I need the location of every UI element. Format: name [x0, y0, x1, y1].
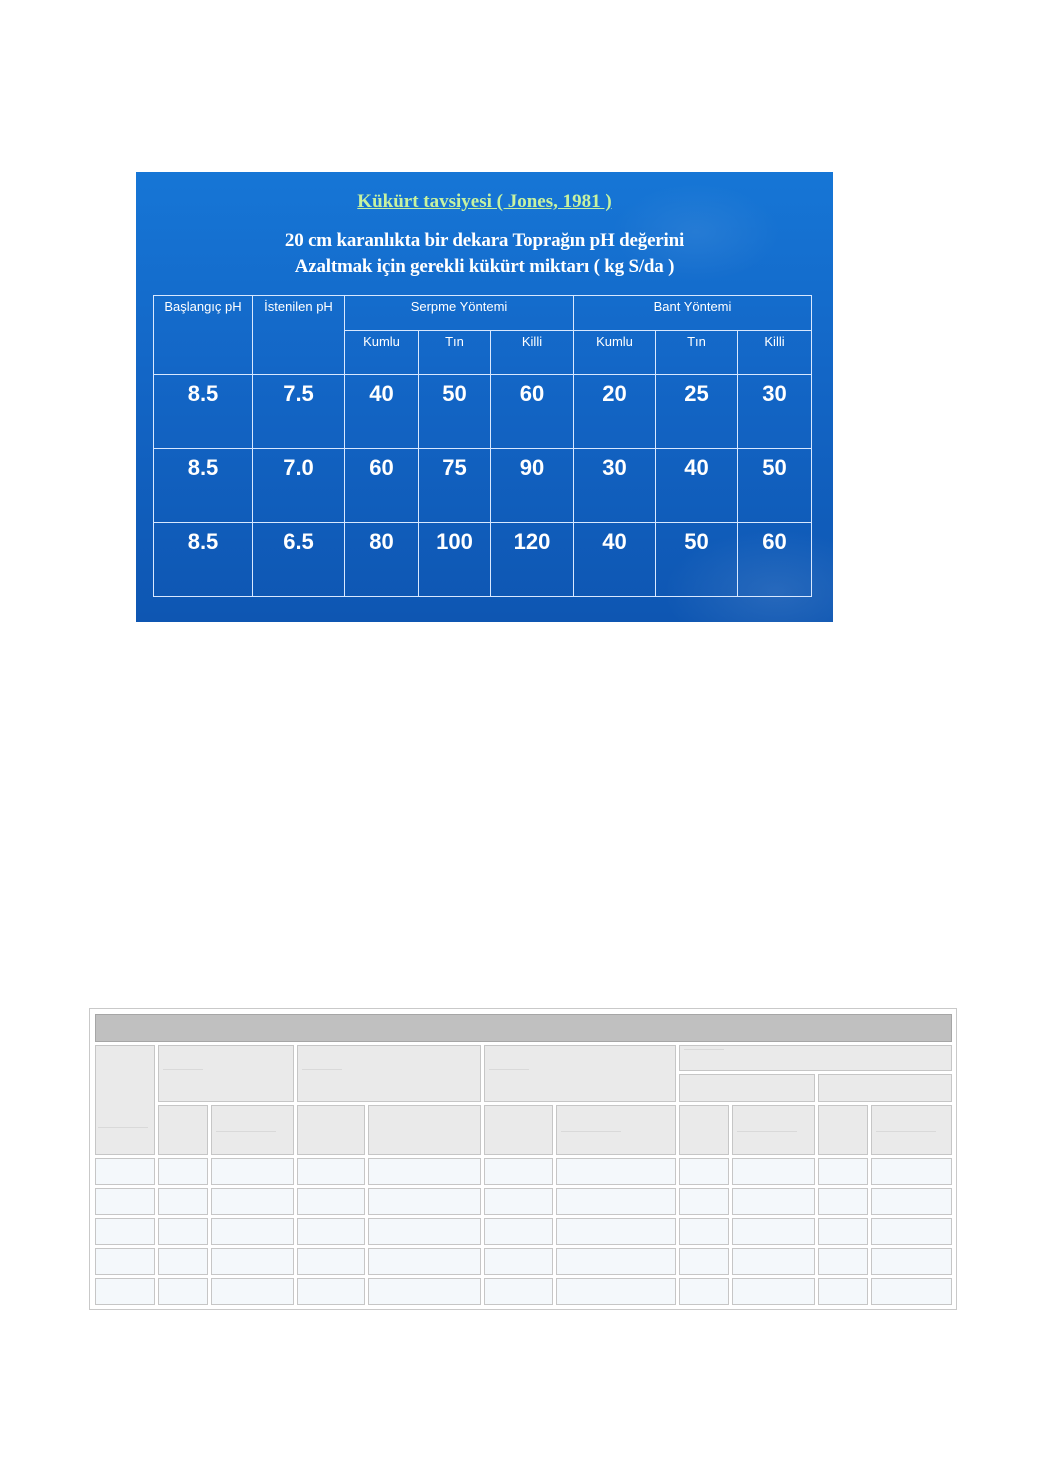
table-cell: [679, 1188, 729, 1215]
table-cell: [818, 1218, 868, 1245]
table-cell: [368, 1278, 481, 1305]
cell: 75: [419, 449, 491, 523]
header-cell: [95, 1045, 155, 1155]
table-cell: [211, 1158, 294, 1185]
header-target-ph: İstenilen pH: [253, 296, 345, 375]
cell: 50: [738, 449, 812, 523]
cell: 30: [738, 375, 812, 449]
slide-subtitle-line2: Azaltmak için gerekli kükürt miktarı ( kg S/da ): [294, 256, 675, 277]
header-band-loam: Tın: [656, 331, 738, 375]
cell: 120: [491, 523, 574, 597]
table-cell: [95, 1158, 155, 1185]
table-cell: [484, 1248, 553, 1275]
table-cell: [818, 1278, 868, 1305]
table-cell: [818, 1188, 868, 1215]
header-cell: [732, 1105, 815, 1155]
cell: 8.5: [154, 449, 253, 523]
table-cell: [158, 1248, 208, 1275]
cell: 60: [491, 375, 574, 449]
table-cell: [211, 1278, 294, 1305]
table-cell: [297, 1188, 365, 1215]
table-cell: [158, 1218, 208, 1245]
table-cell: [95, 1248, 155, 1275]
sulfur-table: [153, 295, 812, 597]
header-broadcast-method: Serpme Yöntemi: [345, 296, 574, 331]
table-cell: [368, 1158, 481, 1185]
header-cell: [818, 1074, 952, 1102]
header-cell: [297, 1105, 365, 1155]
cell: 25: [656, 375, 738, 449]
table-cell: [211, 1218, 294, 1245]
header-start-ph: Başlangıç pH: [154, 296, 253, 375]
table-row: [154, 375, 812, 449]
table-cell: [679, 1278, 729, 1305]
table-row: [154, 449, 812, 523]
table-cell: [871, 1188, 952, 1215]
table-cell: [818, 1248, 868, 1275]
table-cell: [368, 1218, 481, 1245]
header-cell: [158, 1045, 294, 1102]
table-cell: [679, 1218, 729, 1245]
table-cell: [368, 1188, 481, 1215]
table-cell: [871, 1158, 952, 1185]
slide-title: Kükürt tavsiyesi ( Jones, 1981 ): [357, 191, 612, 212]
cell: 50: [656, 523, 738, 597]
table-cell: [484, 1158, 553, 1185]
table-cell: [297, 1278, 365, 1305]
header-cell: [484, 1105, 553, 1155]
table-cell: [484, 1188, 553, 1215]
cell: 8.5: [154, 375, 253, 449]
table-cell: [732, 1158, 815, 1185]
header-band-method: Bant Yöntemi: [574, 296, 812, 331]
header-broadcast-sandy: Kumlu: [345, 331, 419, 375]
table-cell: [679, 1248, 729, 1275]
table-cell: [484, 1278, 553, 1305]
table-cell: [732, 1248, 815, 1275]
table-cell: [556, 1218, 676, 1245]
table-cell: [556, 1278, 676, 1305]
cell: 60: [345, 449, 419, 523]
header-band-clay: Killi: [738, 331, 812, 375]
cell: 50: [419, 375, 491, 449]
header-cell: [556, 1105, 676, 1155]
header-band-sandy: Kumlu: [574, 331, 656, 375]
cell: 6.5: [253, 523, 345, 597]
cell: 7.5: [253, 375, 345, 449]
header-cell: [871, 1105, 952, 1155]
cell: 40: [656, 449, 738, 523]
header-cell: [297, 1045, 481, 1102]
table-cell: [158, 1188, 208, 1215]
cell: 20: [574, 375, 656, 449]
slide-image: [136, 172, 833, 622]
cell: 7.0: [253, 449, 345, 523]
header-cell: [368, 1105, 481, 1155]
table-cell: [871, 1278, 952, 1305]
table-cell: [297, 1248, 365, 1275]
table-cell: [368, 1248, 481, 1275]
table-cell: [732, 1188, 815, 1215]
header-broadcast-clay: Killi: [491, 331, 574, 375]
cell: 90: [491, 449, 574, 523]
cell: 8.5: [154, 523, 253, 597]
table-row: [154, 523, 812, 597]
table-cell: [211, 1248, 294, 1275]
header-cell: [679, 1074, 815, 1102]
table-title-bar: [95, 1014, 952, 1042]
table-cell: [297, 1158, 365, 1185]
header-cell: [818, 1105, 868, 1155]
table-cell: [556, 1158, 676, 1185]
table-cell: [871, 1218, 952, 1245]
header-cell: [679, 1105, 729, 1155]
header-cell: [158, 1105, 208, 1155]
cell: 100: [419, 523, 491, 597]
header-cell: [211, 1105, 294, 1155]
empty-data-table: [89, 1008, 957, 1310]
cell: 80: [345, 523, 419, 597]
cell: 60: [738, 523, 812, 597]
table-cell: [95, 1278, 155, 1305]
cell: 30: [574, 449, 656, 523]
table-cell: [484, 1218, 553, 1245]
table-cell: [158, 1158, 208, 1185]
table-cell: [732, 1278, 815, 1305]
table-cell: [211, 1188, 294, 1215]
table-cell: [297, 1218, 365, 1245]
table-cell: [679, 1158, 729, 1185]
cell: 40: [345, 375, 419, 449]
slide-subtitle-line1: 20 cm karanlıkta bir dekara Toprağın pH değerini: [284, 230, 685, 251]
table-cell: [95, 1188, 155, 1215]
table-cell: [556, 1248, 676, 1275]
header-cell: [484, 1045, 676, 1102]
table-cell: [871, 1248, 952, 1275]
table-cell: [95, 1218, 155, 1245]
table-cell: [732, 1218, 815, 1245]
header-broadcast-loam: Tın: [419, 331, 491, 375]
table-cell: [818, 1158, 868, 1185]
table-cell: [158, 1278, 208, 1305]
table-cell: [556, 1188, 676, 1215]
cell: 40: [574, 523, 656, 597]
